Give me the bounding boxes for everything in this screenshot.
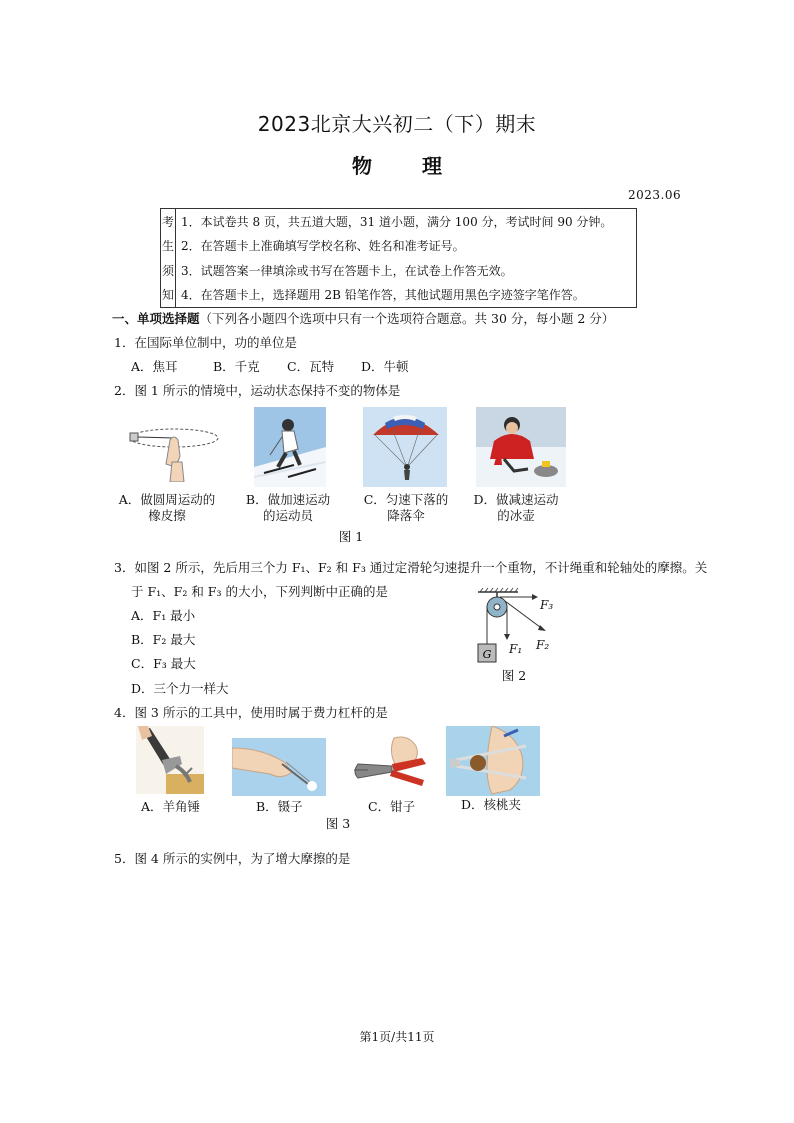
q3-option-b: B．F₂ 最大 (131, 632, 196, 647)
fig1-caption-d (466, 492, 566, 524)
exam-title: 2023北京大兴初二（下）期末 (257, 112, 537, 136)
q3-option-a: A．F₁ 最小 (131, 608, 196, 623)
fig1-caption-a-line1: A．做圆周运动的 (118, 492, 216, 507)
subject-char-1: 物 (352, 154, 372, 178)
section-title: 一、单项选择题 (112, 311, 200, 326)
claw-hammer-image (136, 726, 204, 794)
q5-stem: 5．图 4 所示的实例中，为了增大摩擦的是 (114, 851, 351, 866)
fig3-caption-c: C．钳子 (368, 799, 416, 814)
nutcracker-image (446, 726, 540, 796)
notes-item: 3．试题答案一律填涂或书写在答题卡上，在试卷上作答无效。 (176, 258, 637, 282)
fig1-caption-a (112, 492, 222, 524)
notes-side-char: 知 (161, 282, 176, 307)
fig3-label: 图 3 (325, 816, 351, 831)
parachute-image (363, 407, 447, 487)
notes-item: 4．在答题卡上，选择题用 2B 铅笔作答，其他试题用黑色字迹签字笔作答。 (176, 282, 637, 307)
force-label-f1: F₁ (509, 642, 523, 656)
fig2-label: 图 2 (501, 668, 527, 683)
q1-option-d: D．牛顿 (361, 359, 409, 374)
fig3-caption-d: D．核桃夹 (461, 797, 522, 812)
notes-side-char: 须 (161, 258, 176, 282)
notes-item: 1．本试卷共 8 页，共五道大题，31 道小题，满分 100 分，考试时间 90 分钟。 (176, 209, 637, 234)
q1-stem: 1．在国际单位制中，功的单位是 (114, 335, 297, 350)
fig1-caption-c (356, 492, 456, 524)
q3-option-d: D．三个力一样大 (131, 681, 229, 696)
q3-stem-line2: 于 F₁、F₂ 和 F₃ 的大小，下列判断中正确的是 (131, 584, 388, 599)
q1-option-b: B．千克 (213, 359, 260, 374)
fig3-caption-b: B．镊子 (256, 799, 303, 814)
exam-notes-table (160, 208, 637, 308)
fig1-caption-b (236, 492, 340, 524)
notes-item: 2．在答题卡上准确填写学校名称、姓名和准考证号。 (176, 234, 637, 258)
page-number: 第1页/共11页 (359, 1030, 435, 1044)
section-desc: （下列各小题四个选项中只有一个选项符合题意。共 30 分，每小题 2 分） (199, 311, 615, 326)
subject-char-2: 理 (422, 154, 442, 178)
q1-option-a: A．焦耳 (131, 359, 178, 374)
pulley-diagram (470, 586, 570, 666)
fig1-caption-b-line1: B．做加速运动 (245, 492, 331, 507)
weight-label-g: G (482, 648, 492, 661)
q3-stem-line1: 3．如图 2 所示，先后用三个力 F₁、F₂ 和 F₃ 通过定滑轮匀速提升一个重物，不计绳重和轮轴处的摩擦。关 (114, 560, 708, 575)
fig1-label: 图 1 (338, 529, 364, 544)
notes-side-char: 考 (161, 209, 176, 234)
fig1-caption-a-line2: 橡皮擦 (148, 508, 186, 523)
fig3-caption-a: A．羊角锤 (141, 799, 201, 814)
tweezers-image (232, 738, 326, 796)
fig1-caption-c-line2: 降落伞 (387, 508, 425, 523)
force-label-f3: F₃ (540, 598, 554, 612)
q1-option-c: C．瓦特 (287, 359, 335, 374)
q2-stem: 2．图 1 所示的情境中，运动状态保持不变的物体是 (114, 383, 401, 398)
notes-side-char: 生 (161, 234, 176, 258)
q4-stem: 4．图 3 所示的工具中，使用时属于费力杠杆的是 (114, 705, 388, 720)
force-label-f2: F₂ (536, 638, 550, 652)
fig1-caption-d-line2: 的冰壶 (497, 508, 535, 523)
exam-date: 2023.06 (628, 188, 682, 202)
skier-image (254, 407, 326, 487)
pliers-image (350, 734, 430, 796)
fig1-caption-d-line1: D．做减速运动 (473, 492, 559, 507)
exam-subject (0, 150, 794, 179)
eraser-circular-motion-image (126, 410, 222, 482)
fig1-caption-b-line2: 的运动员 (262, 508, 313, 523)
q3-option-c: C．F₃ 最大 (131, 656, 196, 671)
section-heading (112, 309, 614, 327)
curling-stone-image (476, 407, 566, 487)
fig1-caption-c-line1: C．匀速下落的 (363, 492, 449, 507)
